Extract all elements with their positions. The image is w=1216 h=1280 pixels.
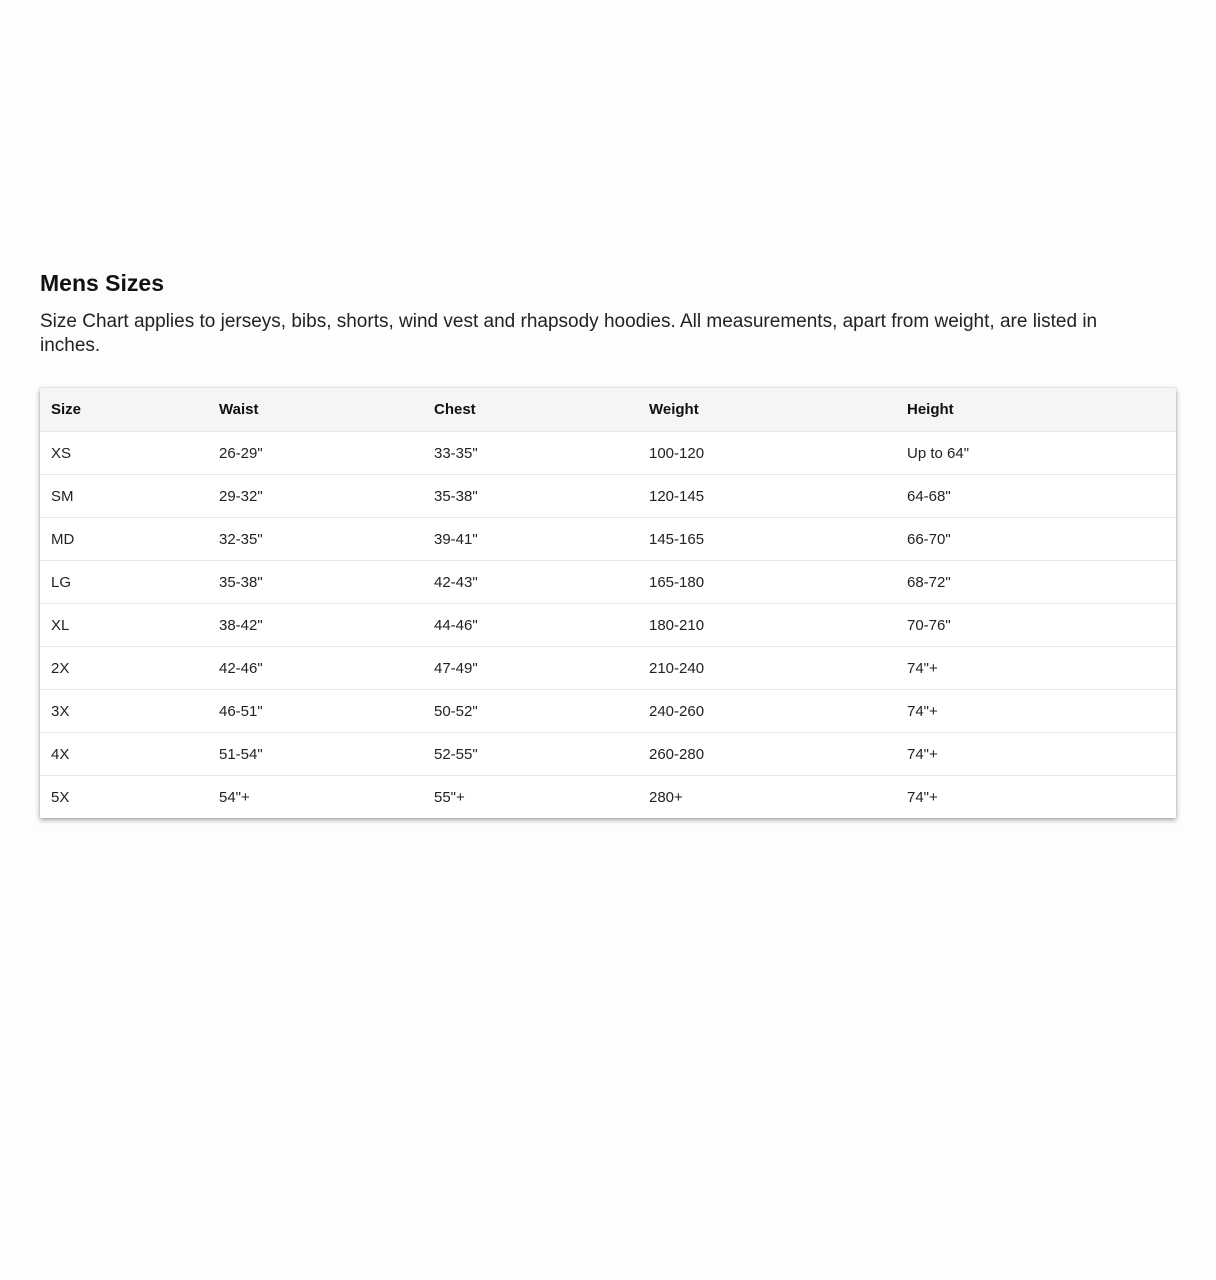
cell-waist: 26-29" xyxy=(208,432,423,475)
cell-height: 74"+ xyxy=(896,733,1176,776)
size-chart-section xyxy=(40,268,1176,818)
cell-weight: 120-145 xyxy=(638,475,896,518)
cell-waist: 29-32" xyxy=(208,475,423,518)
cell-height: 66-70" xyxy=(896,518,1176,561)
section-description: Size Chart applies to jerseys, bibs, shorts, wind vest and rhapsody hoodies. All measurements, apart from weight, are listed in inches. xyxy=(40,311,1098,356)
cell-height: 70-76" xyxy=(896,604,1176,647)
table-row xyxy=(40,475,1176,518)
cell-waist: 38-42" xyxy=(208,604,423,647)
size-table-card xyxy=(40,388,1176,818)
cell-weight: 240-260 xyxy=(638,690,896,733)
header-height: Height xyxy=(896,388,1176,432)
cell-weight: 100-120 xyxy=(638,432,896,475)
cell-size: MD xyxy=(40,518,208,561)
cell-waist: 46-51" xyxy=(208,690,423,733)
cell-size: 5X xyxy=(40,776,208,819)
table-row xyxy=(40,733,1176,776)
table-row xyxy=(40,432,1176,475)
table-row xyxy=(40,690,1176,733)
cell-size: XL xyxy=(40,604,208,647)
cell-height: 64-68" xyxy=(896,475,1176,518)
cell-size: XS xyxy=(40,432,208,475)
cell-chest: 50-52" xyxy=(423,690,638,733)
cell-size: 4X xyxy=(40,733,208,776)
cell-chest: 47-49" xyxy=(423,647,638,690)
cell-size: SM xyxy=(40,475,208,518)
cell-waist: 51-54" xyxy=(208,733,423,776)
cell-height: 74"+ xyxy=(896,776,1176,819)
header-weight: Weight xyxy=(638,388,896,432)
cell-height: 68-72" xyxy=(896,561,1176,604)
table-row xyxy=(40,776,1176,819)
cell-weight: 260-280 xyxy=(638,733,896,776)
cell-chest: 55"+ xyxy=(423,776,638,819)
cell-waist: 42-46" xyxy=(208,647,423,690)
size-table xyxy=(40,388,1176,818)
cell-waist: 32-35" xyxy=(208,518,423,561)
cell-size: 2X xyxy=(40,647,208,690)
cell-height: 74"+ xyxy=(896,647,1176,690)
cell-waist: 54"+ xyxy=(208,776,423,819)
cell-chest: 44-46" xyxy=(423,604,638,647)
cell-chest: 52-55" xyxy=(423,733,638,776)
section-title: Mens Sizes xyxy=(40,270,164,296)
table-row xyxy=(40,604,1176,647)
header-chest: Chest xyxy=(423,388,638,432)
cell-chest: 42-43" xyxy=(423,561,638,604)
cell-chest: 33-35" xyxy=(423,432,638,475)
table-row xyxy=(40,518,1176,561)
cell-weight: 280+ xyxy=(638,776,896,819)
cell-weight: 210-240 xyxy=(638,647,896,690)
header-size: Size xyxy=(40,388,208,432)
cell-size: LG xyxy=(40,561,208,604)
table-header-row xyxy=(40,388,1176,432)
cell-height: 74"+ xyxy=(896,690,1176,733)
cell-size: 3X xyxy=(40,690,208,733)
cell-chest: 39-41" xyxy=(423,518,638,561)
header-waist: Waist xyxy=(208,388,423,432)
table-row xyxy=(40,561,1176,604)
cell-height: Up to 64" xyxy=(896,432,1176,475)
cell-waist: 35-38" xyxy=(208,561,423,604)
cell-weight: 165-180 xyxy=(638,561,896,604)
table-row xyxy=(40,647,1176,690)
cell-weight: 180-210 xyxy=(638,604,896,647)
cell-chest: 35-38" xyxy=(423,475,638,518)
cell-weight: 145-165 xyxy=(638,518,896,561)
